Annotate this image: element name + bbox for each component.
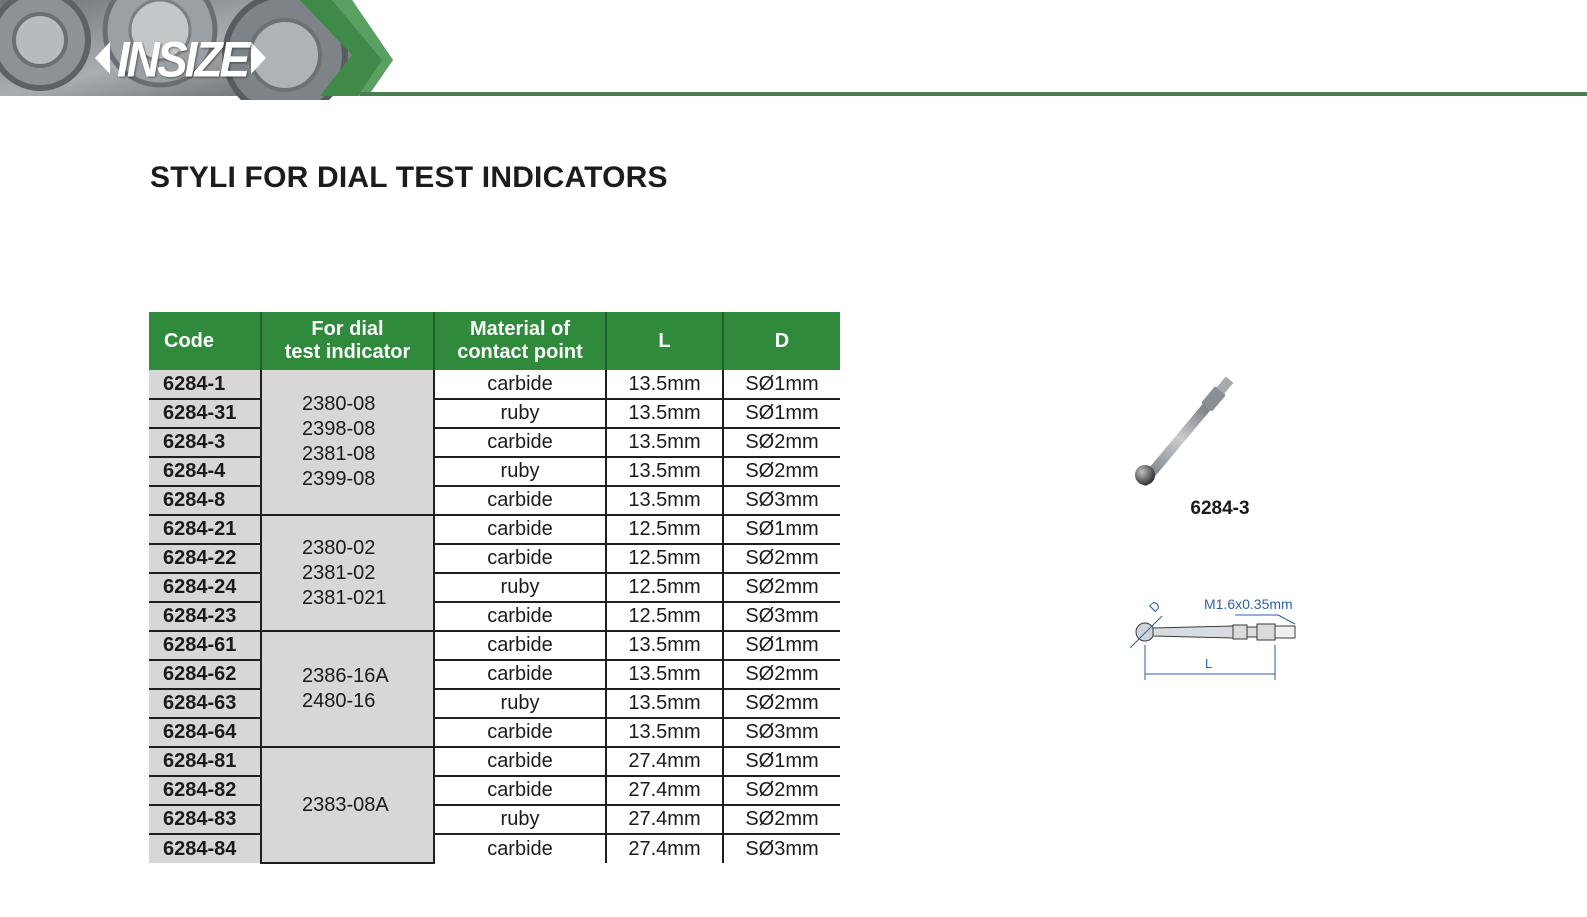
material-cell: carbide [434, 776, 606, 805]
diameter-cell: SØ2mm [723, 776, 840, 805]
table-row [149, 747, 840, 776]
code-cell: 6284-21 [149, 515, 261, 544]
column-header-length: L [606, 312, 723, 370]
column-header-code: Code [149, 312, 261, 370]
material-cell: ruby [434, 399, 606, 428]
indicator-cell: 2380-02 2381-02 2381-021 [261, 515, 434, 631]
material-cell: ruby [434, 457, 606, 486]
page-title: STYLI FOR DIAL TEST INDICATORS [150, 161, 668, 194]
material-cell: carbide [434, 428, 606, 457]
code-cell: 6284-82 [149, 776, 261, 805]
diameter-dimension-label: D [1146, 597, 1164, 616]
length-cell: 12.5mm [606, 573, 723, 602]
table-header-row [149, 312, 840, 370]
table-row [149, 544, 840, 573]
table-row [149, 428, 840, 457]
table-row [149, 834, 840, 863]
length-cell: 13.5mm [606, 689, 723, 718]
thread-size-label: M1.6x0.35mm [1204, 596, 1293, 612]
length-cell: 13.5mm [606, 486, 723, 515]
material-cell: carbide [434, 631, 606, 660]
material-cell: carbide [434, 834, 606, 863]
material-cell: carbide [434, 370, 606, 399]
diameter-cell: SØ2mm [723, 689, 840, 718]
indicator-cell: 2380-08 2398-08 2381-08 2399-08 [261, 370, 434, 515]
stylus-photo [1120, 365, 1260, 495]
material-cell: ruby [434, 573, 606, 602]
diameter-cell: SØ3mm [723, 486, 840, 515]
diameter-cell: SØ1mm [723, 631, 840, 660]
diameter-cell: SØ1mm [723, 399, 840, 428]
table-row [149, 689, 840, 718]
material-cell: carbide [434, 602, 606, 631]
product-code-label: 6284-3 [1190, 498, 1250, 519]
code-cell: 6284-1 [149, 370, 261, 399]
length-cell: 13.5mm [606, 660, 723, 689]
length-cell: 13.5mm [606, 428, 723, 457]
material-cell: ruby [434, 805, 606, 834]
code-cell: 6284-62 [149, 660, 261, 689]
diameter-cell: SØ2mm [723, 573, 840, 602]
length-cell: 13.5mm [606, 718, 723, 747]
length-cell: 12.5mm [606, 602, 723, 631]
diameter-cell: SØ3mm [723, 602, 840, 631]
diameter-cell: SØ2mm [723, 660, 840, 689]
length-cell: 12.5mm [606, 544, 723, 573]
material-cell: carbide [434, 486, 606, 515]
length-cell: 27.4mm [606, 776, 723, 805]
table-row [149, 399, 840, 428]
code-cell: 6284-84 [149, 834, 261, 863]
column-header-indicator: For dial test indicator [261, 312, 434, 370]
length-dimension-label: L [1205, 656, 1213, 671]
table-row [149, 660, 840, 689]
length-cell: 12.5mm [606, 515, 723, 544]
length-cell: 13.5mm [606, 631, 723, 660]
length-cell: 27.4mm [606, 805, 723, 834]
diameter-cell: SØ3mm [723, 834, 840, 863]
code-cell: 6284-63 [149, 689, 261, 718]
table-row [149, 776, 840, 805]
code-cell: 6284-3 [149, 428, 261, 457]
length-cell: 13.5mm [606, 370, 723, 399]
material-cell: carbide [434, 515, 606, 544]
diameter-cell: SØ2mm [723, 805, 840, 834]
code-cell: 6284-4 [149, 457, 261, 486]
length-cell: 27.4mm [606, 747, 723, 776]
diameter-cell: SØ1mm [723, 747, 840, 776]
code-cell: 6284-24 [149, 573, 261, 602]
code-cell: 6284-81 [149, 747, 261, 776]
table-row [149, 631, 840, 660]
diameter-cell: SØ3mm [723, 718, 840, 747]
insize-logo: INSIZE [117, 30, 248, 88]
diameter-cell: SØ1mm [723, 370, 840, 399]
code-cell: 6284-61 [149, 631, 261, 660]
indicator-cell: 2383-08A [261, 747, 434, 863]
table-row [149, 602, 840, 631]
length-cell: 13.5mm [606, 457, 723, 486]
column-header-material: Material of contact point [434, 312, 606, 370]
table-row [149, 370, 840, 399]
material-cell: carbide [434, 747, 606, 776]
diameter-cell: SØ2mm [723, 457, 840, 486]
table-row [149, 486, 840, 515]
code-cell: 6284-23 [149, 602, 261, 631]
indicator-cell: 2386-16A 2480-16 [261, 631, 434, 747]
diameter-cell: SØ2mm [723, 544, 840, 573]
code-cell: 6284-64 [149, 718, 261, 747]
diameter-cell: SØ2mm [723, 428, 840, 457]
code-cell: 6284-83 [149, 805, 261, 834]
diameter-cell: SØ1mm [723, 515, 840, 544]
length-cell: 13.5mm [606, 399, 723, 428]
table-row [149, 718, 840, 747]
material-cell: carbide [434, 718, 606, 747]
table-row [149, 457, 840, 486]
styli-spec-table [149, 312, 840, 864]
table-row [149, 515, 840, 544]
table-row [149, 573, 840, 602]
material-cell: ruby [434, 689, 606, 718]
code-cell: 6284-8 [149, 486, 261, 515]
header-banner [0, 0, 1587, 100]
column-header-diameter: D [723, 312, 840, 370]
table-row [149, 805, 840, 834]
length-cell: 27.4mm [606, 834, 723, 863]
material-cell: carbide [434, 660, 606, 689]
code-cell: 6284-31 [149, 399, 261, 428]
material-cell: carbide [434, 544, 606, 573]
code-cell: 6284-22 [149, 544, 261, 573]
